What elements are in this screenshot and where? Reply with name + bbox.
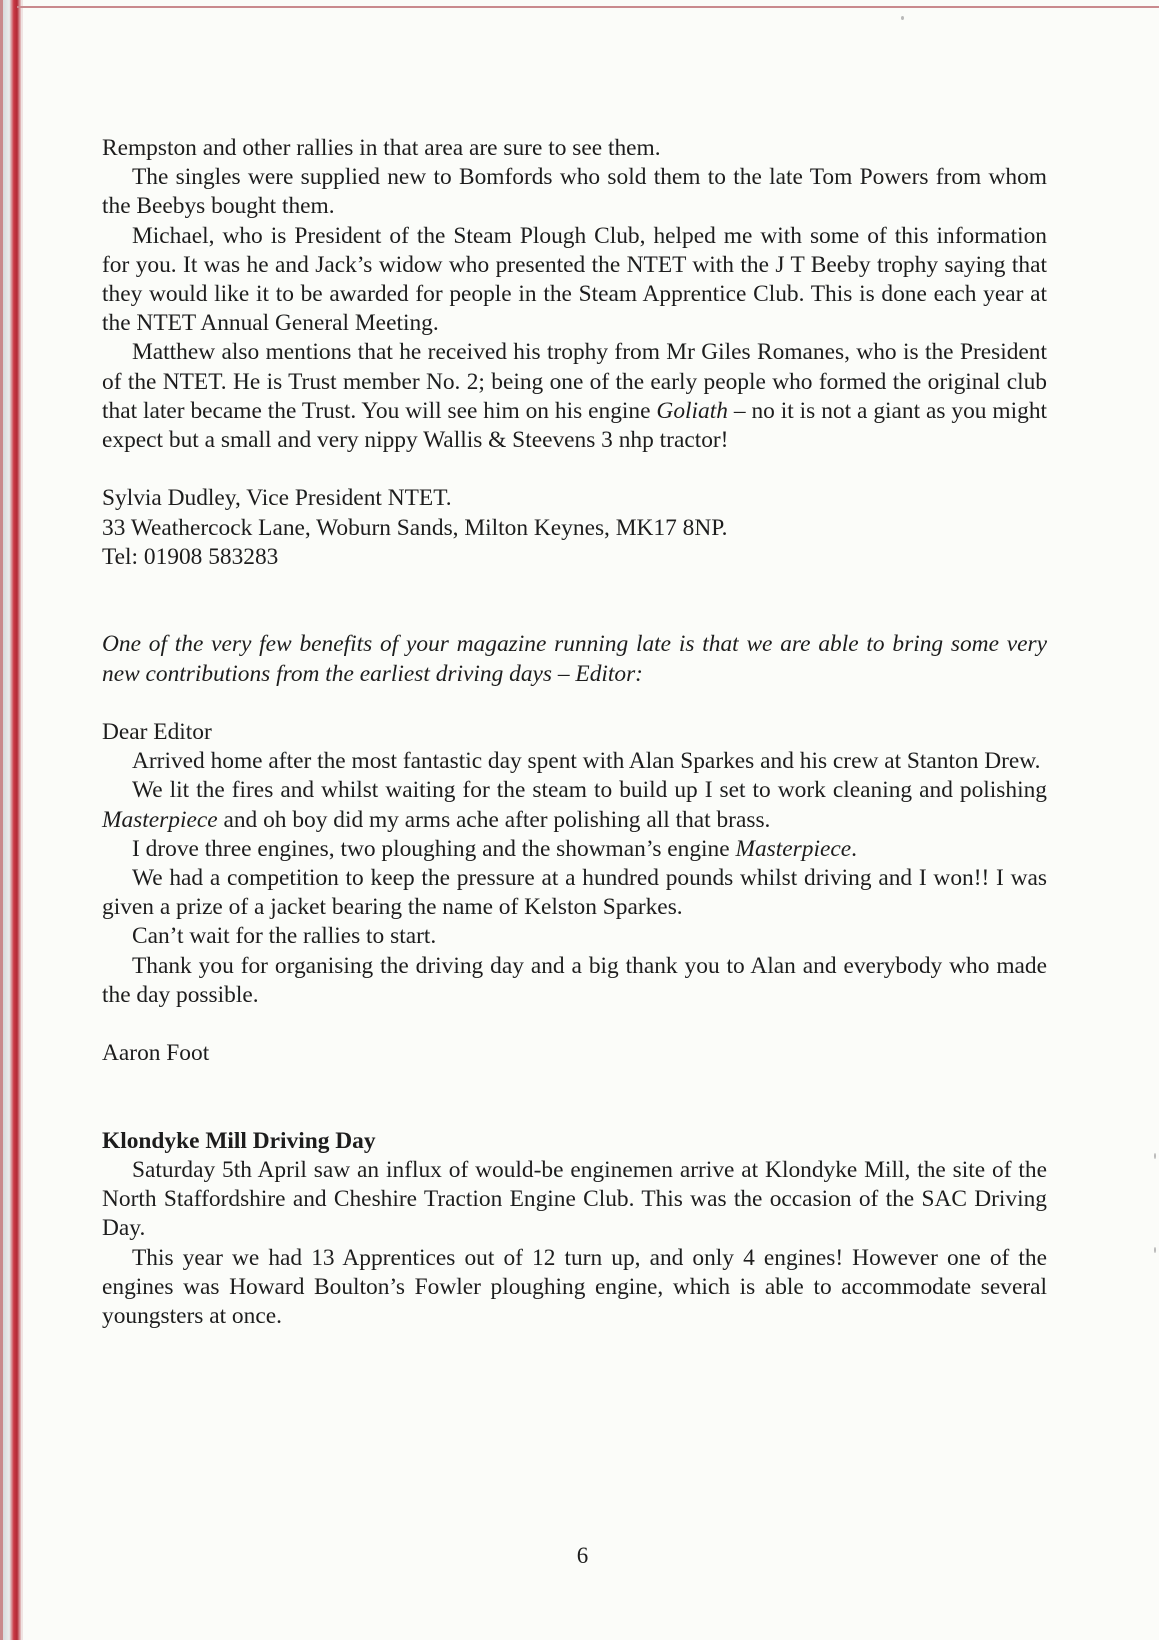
signature-address: 33 Weathercock Lane, Woburn Sands, Milton Keynes, MK17 8NP. <box>102 514 728 541</box>
scan-speck <box>901 16 904 20</box>
scan-speck <box>1154 1153 1156 1159</box>
text-run: I drove three engines, two ploughing and the showman’s engine <box>132 835 736 862</box>
text-run: We lit the fires and whilst waiting for the steam to build up I set to work cleaning and polishing <box>132 777 1047 804</box>
spacer <box>102 1010 1047 1039</box>
spacer <box>102 1068 1047 1126</box>
editor-note: One of the very few benefits of your magazine running late is that we are able to bring some very new contributions from the earliest driving days – Editor: <box>102 631 1047 687</box>
spacer <box>102 455 1047 484</box>
article-paragraph: Saturday 5th April saw an influx of would-be enginemen arrive at Klondyke Mill, the site of the North Staffordshire and Cheshire Traction Engine Club. This was the occasion of the SAC Driving Day. <box>102 1157 1047 1242</box>
article-paragraph: Rempston and other rallies in that area are sure to see them. <box>102 135 661 161</box>
binding-edge <box>21 0 23 1640</box>
section-heading: Klondyke Mill Driving Day <box>102 1127 376 1154</box>
red-binding-strip <box>3 0 21 1640</box>
text-run: Matthew also mentions that he received his trophy from Mr Giles Romanes, who is the President of the NTET. He is Trust member No. 2; being one of the early people who formed the original club that later became the Trust. You will see him on his engine <box>102 339 1047 424</box>
spacer <box>102 572 1047 630</box>
letter-signoff: Aaron Foot <box>102 1040 210 1067</box>
text-run: and oh boy did my arms ache after polishing all that brass. <box>217 806 771 833</box>
article-paragraph: Michael, who is President of the Steam Plough Club, helped me with some of this information for you. It was he and Jack’s widow who presented the NTET with the J T Beeby trophy saying that they would like it to be awarded for people in the Steam Apprentice Club. This is done each year at the NTET Annual General Meeting. <box>102 222 1047 337</box>
text-run: – no it is not a giant as you might expect but a small and very nippy Wallis & Steevens 3 nhp tractor! <box>102 397 1048 454</box>
signature-name: Sylvia Dudley, Vice President NTET. <box>102 485 452 512</box>
engine-name-goliath: Goliath <box>656 397 728 424</box>
letter-paragraph: Arrived home after the most fantastic day spent with Alan Sparkes and his crew at Stanton Drew. <box>132 748 1041 775</box>
article-paragraph <box>102 338 1047 455</box>
page-number: 6 <box>576 1543 589 1568</box>
letter-paragraph: Thank you for organising the driving day and a big thank you to Alan and everybody who made the day possible. <box>102 952 1047 1008</box>
scan-speck <box>1154 1247 1156 1253</box>
text-run: . <box>851 835 857 862</box>
article-paragraph: The singles were supplied new to Bomfords who sold them to the late Tom Powers from whom the Beebys bought them. <box>102 164 1047 220</box>
letter-paragraph <box>102 776 1047 834</box>
letter-paragraph <box>102 835 1047 864</box>
engine-name-masterpiece: Masterpiece <box>735 835 852 862</box>
letter-paragraph: Can’t wait for the rallies to start. <box>132 923 437 950</box>
article-paragraph: This year we had 13 Apprentices out of 12 turn up, and only 4 engines! However one of the engines was Howard Boulton’s Fowler ploughing engine, which is able to accommodate several youngsters at once. <box>102 1244 1047 1330</box>
engine-name-masterpiece: Masterpiece <box>102 806 218 833</box>
letter-paragraph: We had a competition to keep the pressure at a hundred pounds whilst driving and I won!! I was given a prize of a jacket bearing the name of Kelston Sparkes. <box>102 865 1047 921</box>
spacer <box>102 689 1047 718</box>
page-top-edge <box>17 6 1159 8</box>
page-content <box>102 134 1047 1331</box>
letter-salutation: Dear Editor <box>102 719 212 746</box>
signature-telephone: Tel: 01908 583283 <box>102 543 279 570</box>
